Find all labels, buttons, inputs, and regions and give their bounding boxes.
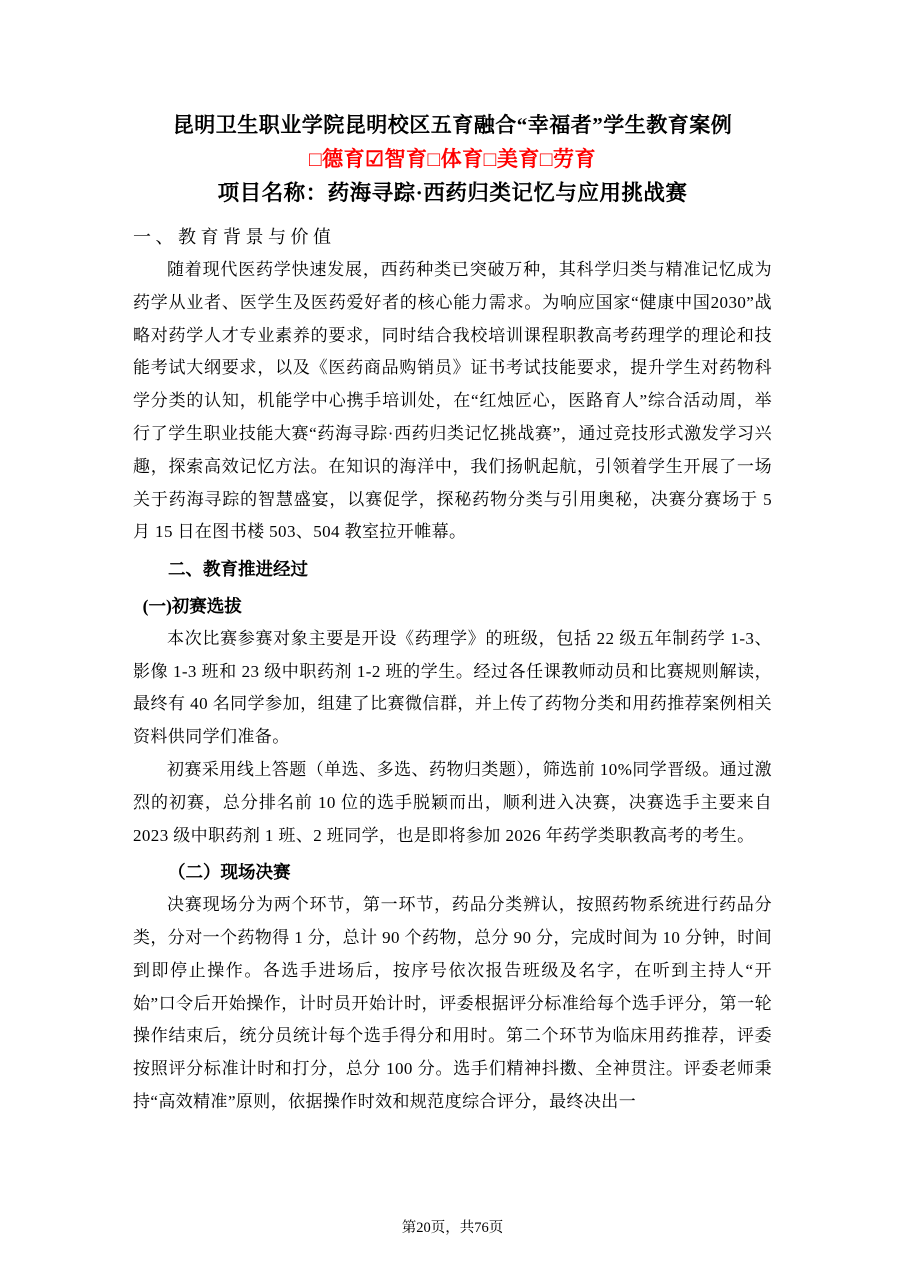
- section-2-heading: 二、教育推进经过: [168, 559, 308, 580]
- project-name: 项目名称：药海寻踪·西药归类记忆与应用挑战赛: [217, 181, 688, 205]
- page-number-indicator: 第20页，共76页: [401, 1220, 504, 1236]
- subsection-2-heading: （二）现场决赛: [168, 862, 291, 883]
- document-body: [133, 221, 772, 1119]
- subsection-2-paragraph-1: 决赛现场分为两个环节，第一环节，药品分类辨认，按照药物系统进行药品分类，分对一个药物得 1 分，总计 90 个药物，总分 90 分，完成时间为 10 分钟，时间到即停止操作。各选手进场后，按序号依次报告班级及名字，在听到主持人“开始”口令后开始操作，计时员开始计时，评委根据评分标准给每个选手评分，第一轮操作结束后，统分员统计每个选手得分和用时。第二个环节为临床用药推荐，评委按照评分标准计时和打分，总分 100 分。选手们精神抖擞、全神贯注。评委老师秉持“高效精准”原则，依据操作时效和规范度综合评分，最终决出一: [133, 895, 772, 1111]
- education-category-checkbox-line: □德育☑智育□体育□美育□劳育: [308, 147, 597, 171]
- subsection-1-heading: (一)初赛选拔: [142, 595, 242, 616]
- section-1-paragraph: 随着现代医药学快速发展，西药种类已突破万种，其科学归类与精准记忆成为药学从业者、医学生及医药爱好者的核心能力需求。为响应国家“健康中国2030”战略对药学人才专业素养的要求，同时结合我校培训课程职教高考药理学的理论和技能考试大纲要求，以及《医药商品购销员》证书考试技能要求，提升学生对药物科学分类的认知，机能学中心携手培训处，在“红烛匠心，医路育人”综合活动周，举行了学生职业技能大赛“药海寻踪·西药归类记忆挑战赛”，通过竞技形式激发学习兴趣，探索高效记忆方法。在知识的海洋中，我们扬帆起航，引领着学生开展了一场关于药海寻踪的智慧盛宴，以赛促学，探秘药物分类与引用奥秘，决赛分赛场于 5 月 15 日在图书楼 503、504 教室拉开帷幕。: [133, 260, 772, 542]
- subsection-1-paragraph-1: 本次比赛参赛对象主要是开设《药理学》的班级，包括 22 级五年制药学 1-3、影像 1-3 班和 23 级中职药剂 1-2 班的学生。经过各任课教师动员和比赛规则解读，最终有 40 名同学参加，组建了比赛微信群，并上传了药物分类和用药推荐案例相关资料供同学们准备。: [133, 628, 772, 747]
- subsection-1-paragraph-2: 初赛采用线上答题（单选、多选、药物归类题），筛选前 10%同学晋级。通过激烈的初赛，总分排名前 10 位的选手脱颖而出，顺利进入决赛，决赛选手主要来自 2023 级中职药剂 1 班、2 班同学，也是即将参加 2026 年药学类职教高考的考生。: [133, 759, 772, 845]
- section-1-heading: 一、教育背景与价值: [133, 227, 336, 247]
- document-title: 昆明卫生职业学院昆明校区五育融合“幸福者”学生教育案例: [172, 113, 733, 137]
